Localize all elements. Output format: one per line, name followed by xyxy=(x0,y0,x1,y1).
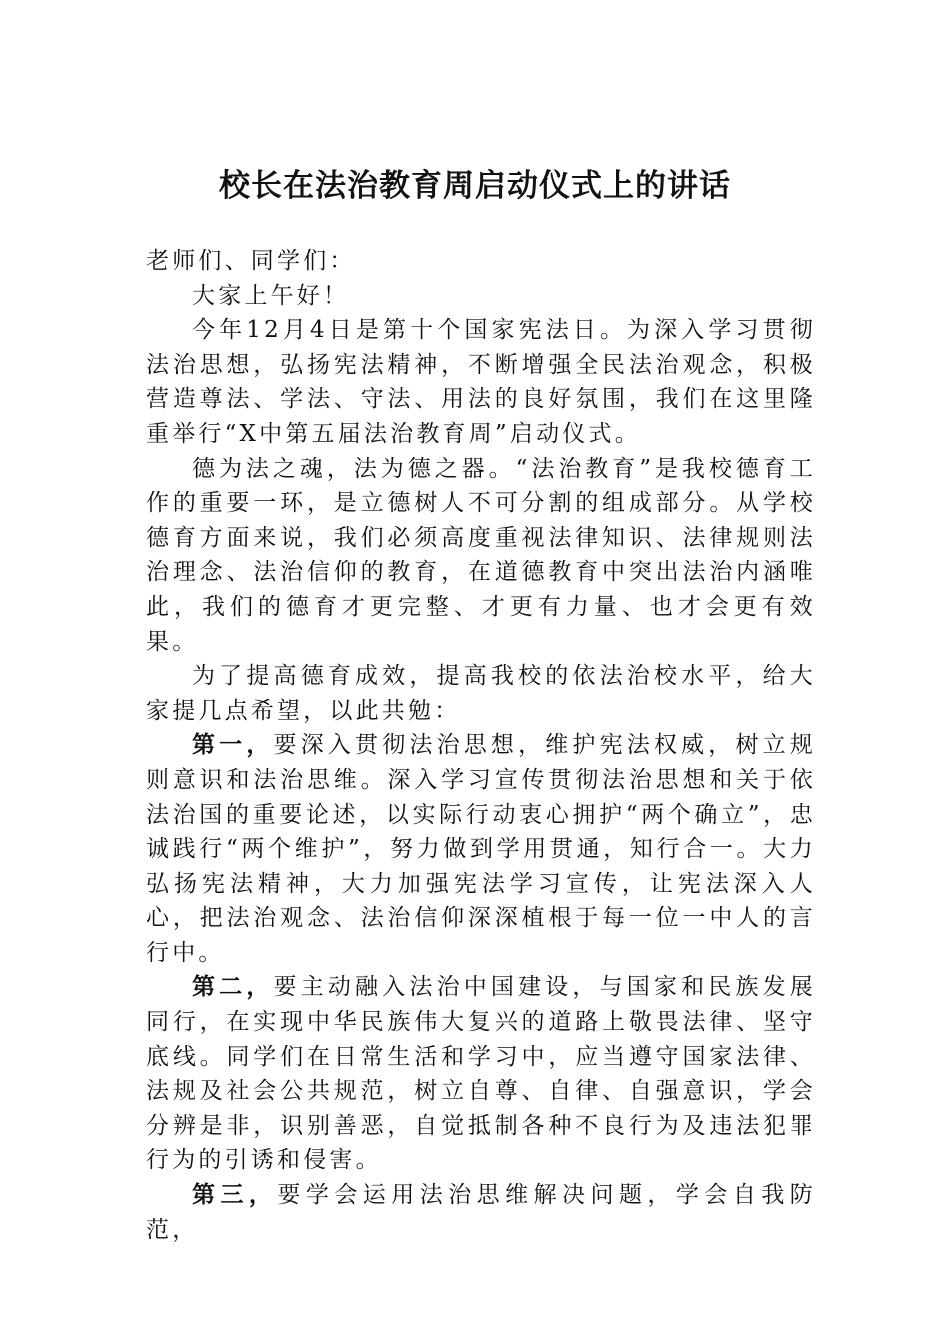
point-third-text: 要学会运用法治思维解决问题，学会自我防范， xyxy=(146,1182,816,1243)
point-first-text: 要深入贯彻法治思想，维护宪法权威，树立规则意识和法治思维。深入学习宣传贯彻法治思想和关于依法治国的重要论述，以实际行动衷心拥护“两个确立”，忠诚践行“两个维护”，努力做到学用贯通，知行合一。大力弘扬宪法精神，大力加强宪法学习宣传，让宪法深入人心，把法治观念、法治信仰深深植根于每一位一中人的言行中。 xyxy=(146,732,817,966)
point-first-lead: 第一， xyxy=(192,731,274,759)
point-second-text: 要主动融入法治中国建设，与国家和民族发展同行，在实现中华民族伟大复兴的道路上敬畏法律、坚守底线。同学们在日常生活和学习中，应当遵守国家法律、法规及社会公共规范，树立自尊、自律、自强意识，学会分辨是非，识别善恶，自觉抵制各种不良行为及违法犯罪行为的引诱和侵害。 xyxy=(146,974,817,1174)
point-first xyxy=(146,728,816,970)
salutation: 老师们、同学们： xyxy=(146,248,356,274)
point-third xyxy=(146,1178,816,1247)
greeting: 大家上午好！ xyxy=(192,282,350,309)
document-body xyxy=(146,244,816,1247)
document-title: 校长在法治教育周启动仪式上的讲话 xyxy=(219,168,731,204)
paragraph-moral-and-law: 德为法之魂，法为德之器。“法治教育”是我校德育工作的重要一环，是立德树人不可分割的组成部分。从学校德育方面来说，我们必须高度重视法律知识、法律规则法治理念、法治信仰的教育，在道德教育中突出法治内涵唯此，我们的德育才更完整、才更有力量、也才会更有效果。 xyxy=(146,455,816,655)
paragraph-constitution-day: 今年12月4日是第十个国家宪法日。为深入学习贯彻法治思想，弘扬宪法精神，不断增强全民法治观念，积极营造尊法、学法、守法、用法的良好氛围，我们在这里隆重举行“X中第五届法治教育周”启动仪式。 xyxy=(146,317,816,447)
point-third-lead: 第三， xyxy=(192,1181,278,1209)
point-second-lead: 第二， xyxy=(192,973,274,1001)
paragraph-hopes-intro: 为了提高德育成效，提高我校的依法治校水平，给大家提几点希望，以此共勉： xyxy=(146,663,816,724)
point-second xyxy=(146,970,816,1178)
